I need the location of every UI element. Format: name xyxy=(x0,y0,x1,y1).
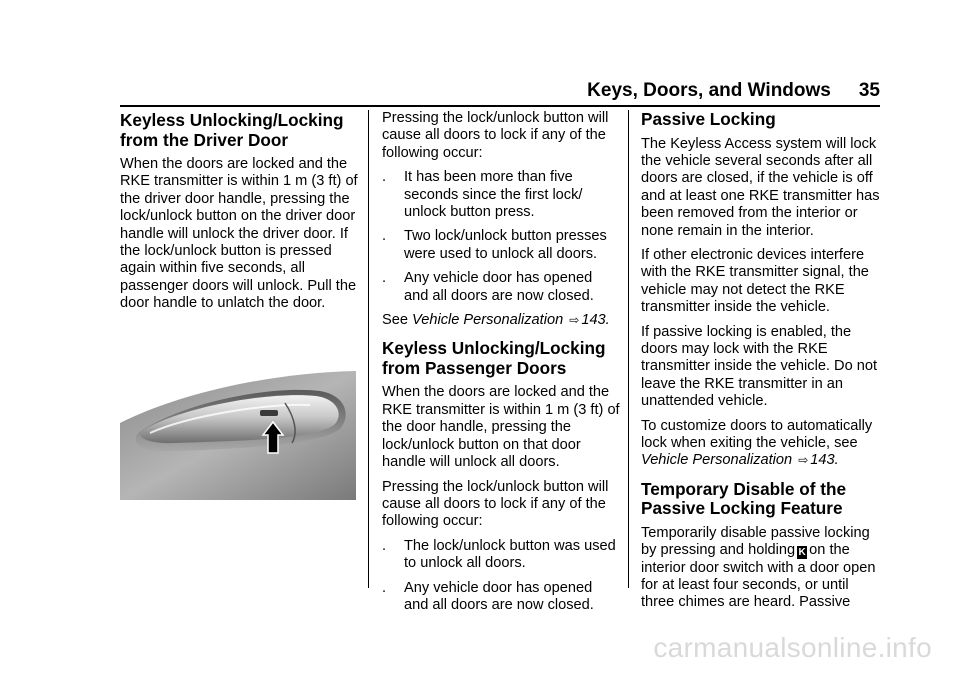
paragraph: Pressing the lock/unlock button will cause all doors to lock if any of the following occur: xyxy=(382,478,609,530)
reference-link[interactable]: Vehicle Personalization xyxy=(412,312,564,329)
section-heading: Passive Locking xyxy=(641,109,776,129)
column-divider xyxy=(628,110,629,588)
list-item: . Any vehicle door has opened and all doors are now closed. xyxy=(382,579,594,613)
watermark: carmanualsonline.info xyxy=(653,632,932,663)
bullet: . xyxy=(382,169,387,186)
list-item: . The lock/unlock button was used to unlock all doors. xyxy=(382,537,616,572)
list-item: . It has been more than five seconds since the first lock/ unlock button press. xyxy=(382,169,583,221)
paragraph: Pressing the lock/unlock button will cause all doors to lock if any of the following occur: xyxy=(382,110,609,161)
paragraph: If other electronic devices interfere with the RKE transmitter signal, the vehicle may not detect the RKE transmitter inside the vehicle. xyxy=(641,246,869,316)
door-handle-illustration xyxy=(120,363,356,500)
column-1 xyxy=(120,110,360,320)
section-heading: Keyless Unlocking/Locking from Passenger Doors xyxy=(382,338,606,378)
bullet: . xyxy=(382,537,387,554)
page-ref-icon: ⇨ xyxy=(798,453,809,468)
column-3 xyxy=(641,110,881,619)
bullet: . xyxy=(382,228,387,245)
key-icon: K xyxy=(798,547,806,559)
reference-page[interactable]: 143. xyxy=(581,312,610,329)
bullet: . xyxy=(382,579,387,596)
reference-link[interactable]: Vehicle Personalization xyxy=(641,452,793,469)
cross-reference: See Vehicle Personalization ⇨ 143. xyxy=(382,312,610,329)
column-2 xyxy=(382,110,620,621)
section-heading: Keyless Unlocking/Locking from the Driver Door xyxy=(120,110,344,150)
paragraph: Temporarily disable passive locking by pressing and holding K on the interior door switch with a door open for at least four seconds, or until three chimes are heard. Passive xyxy=(641,524,876,611)
reference-page[interactable]: 143. xyxy=(810,452,839,469)
page-ref-icon: ⇨ xyxy=(569,313,580,328)
paragraph: The Keyless Access system will lock the vehicle several seconds after all doors are closed, if the vehicle is off and at least one RKE transmitter has been removed from the interior or none remain in the interior. xyxy=(641,135,880,239)
page-number: 35 xyxy=(858,80,880,101)
bullet: . xyxy=(382,270,387,287)
column-divider xyxy=(368,110,369,588)
list-item: . Two lock/unlock button presses were used to unlock all doors. xyxy=(382,228,607,262)
list-item: . Any vehicle door has opened and all doors are now closed. xyxy=(382,270,594,304)
paragraph: If passive locking is enabled, the doors may lock with the RKE transmitter inside the vehicle. Do not leave the RKE transmitter in an unattended vehicle. xyxy=(641,323,878,410)
paragraph: When the doors are locked and the RKE transmitter is within 1 m (3 ft) of the door handle, pressing the lock/unlock button on that door handle will unlock all doors. xyxy=(382,384,620,471)
paragraph: When the doors are locked and the RKE transmitter is within 1 m (3 ft) of the driver door handle, pressing the lock/unlock button on the driver door handle will unlock the driver door. If the lock/unlock button is pressed again within five seconds, all passenger doors will unlock. Pull the door handle to unlatch the door. xyxy=(120,156,358,312)
page-header xyxy=(0,80,880,102)
section-title: Keys, Doors, and Windows xyxy=(587,80,831,101)
paragraph: To customize doors to automatically lock when exiting the vehicle, see Vehicle Personalization ⇨ 143. xyxy=(641,417,873,469)
section-heading: Temporary Disable of the Passive Locking Feature xyxy=(641,478,847,519)
header-rule xyxy=(120,105,880,107)
